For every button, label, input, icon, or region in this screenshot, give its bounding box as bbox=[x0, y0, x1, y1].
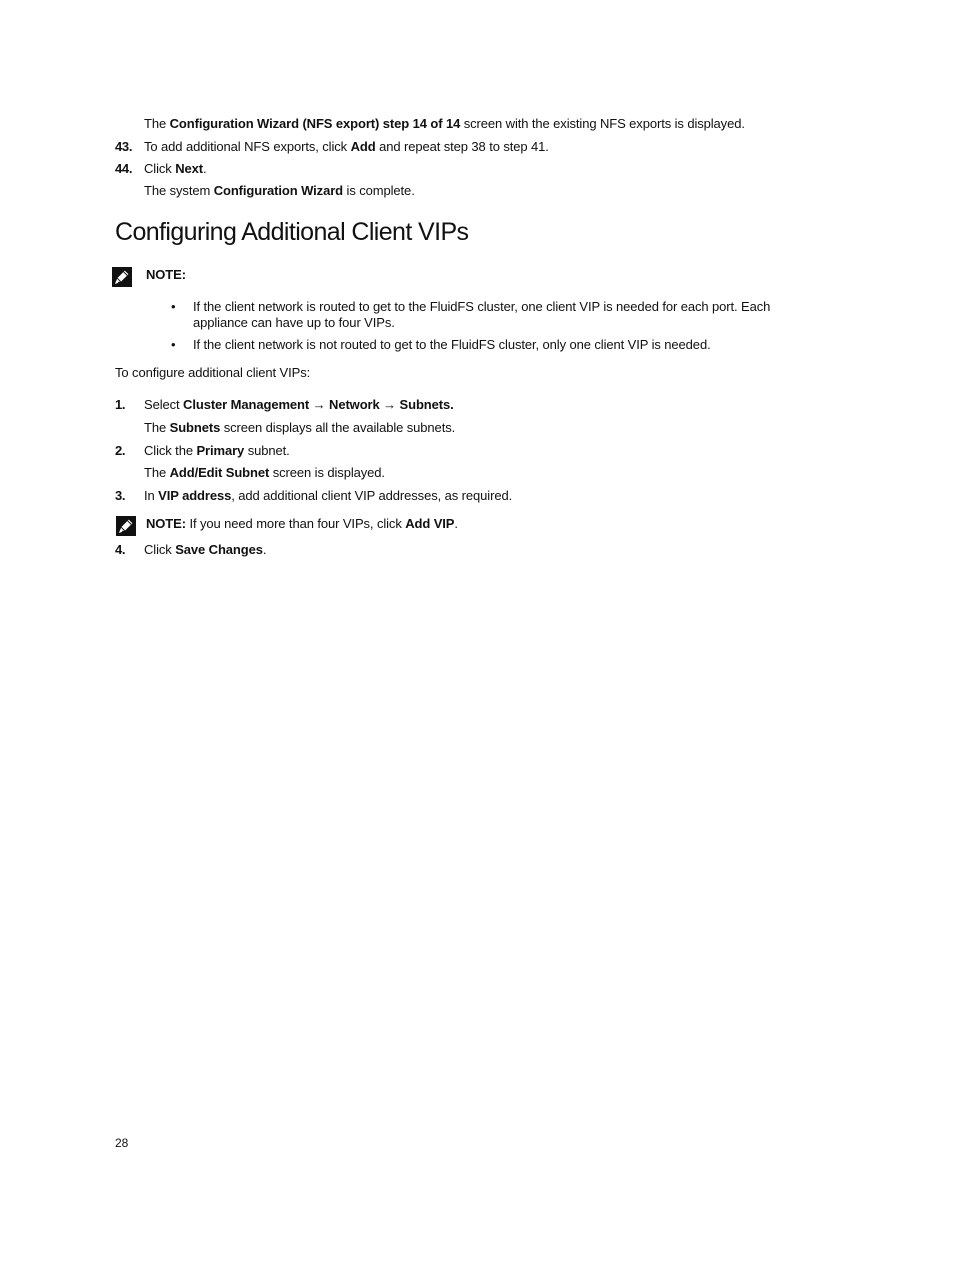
step1-result: The Subnets screen displays all the available subnets. bbox=[144, 420, 456, 435]
page-number: 28 bbox=[115, 1136, 129, 1150]
step3-text: In VIP address, add additional client VIP addresses, as required. bbox=[144, 488, 513, 503]
note-label: NOTE: bbox=[146, 267, 186, 282]
step-number: 43. bbox=[115, 139, 133, 154]
note-bullet-1-line1: If the client network is routed to get to the FluidFS cluster, one client VIP is needed for each port. Each bbox=[193, 299, 771, 314]
step43-text: To add additional NFS exports, click Add and repeat step 38 to step 41. bbox=[144, 139, 549, 154]
step-number: 4. bbox=[115, 542, 126, 557]
step-number: 44. bbox=[115, 161, 133, 176]
bullet-glyph: • bbox=[171, 337, 176, 352]
step44-text: Click Next. bbox=[144, 161, 207, 176]
step4-text: Click Save Changes. bbox=[144, 542, 267, 557]
bullet-glyph: • bbox=[171, 299, 176, 314]
step-number: 3. bbox=[115, 488, 126, 503]
pencil-note-icon bbox=[112, 267, 132, 287]
step44-result-text: The system Configuration Wizard is complete. bbox=[144, 183, 415, 198]
procedure-intro: To configure additional client VIPs: bbox=[115, 365, 311, 380]
section-heading: Configuring Additional Client VIPs bbox=[115, 218, 469, 246]
step42-result-text: The Configuration Wizard (NFS export) step 14 of 14 screen with the existing NFS exports is displayed. bbox=[144, 116, 745, 131]
note-bullet-1-line2: appliance can have up to four VIPs. bbox=[193, 315, 395, 330]
step-number: 2. bbox=[115, 443, 126, 458]
step1-text: Select Cluster Management → Network → Subnets. bbox=[144, 397, 454, 412]
step2-result: The Add/Edit Subnet screen is displayed. bbox=[144, 465, 385, 480]
note-bullet-2: If the client network is not routed to get to the FluidFS cluster, only one client VIP is needed. bbox=[193, 337, 711, 352]
step2-text: Click the Primary subnet. bbox=[144, 443, 290, 458]
pencil-note-icon bbox=[116, 516, 136, 536]
inline-note-text: NOTE: If you need more than four VIPs, click Add VIP. bbox=[146, 516, 458, 531]
step-number: 1. bbox=[115, 397, 126, 412]
